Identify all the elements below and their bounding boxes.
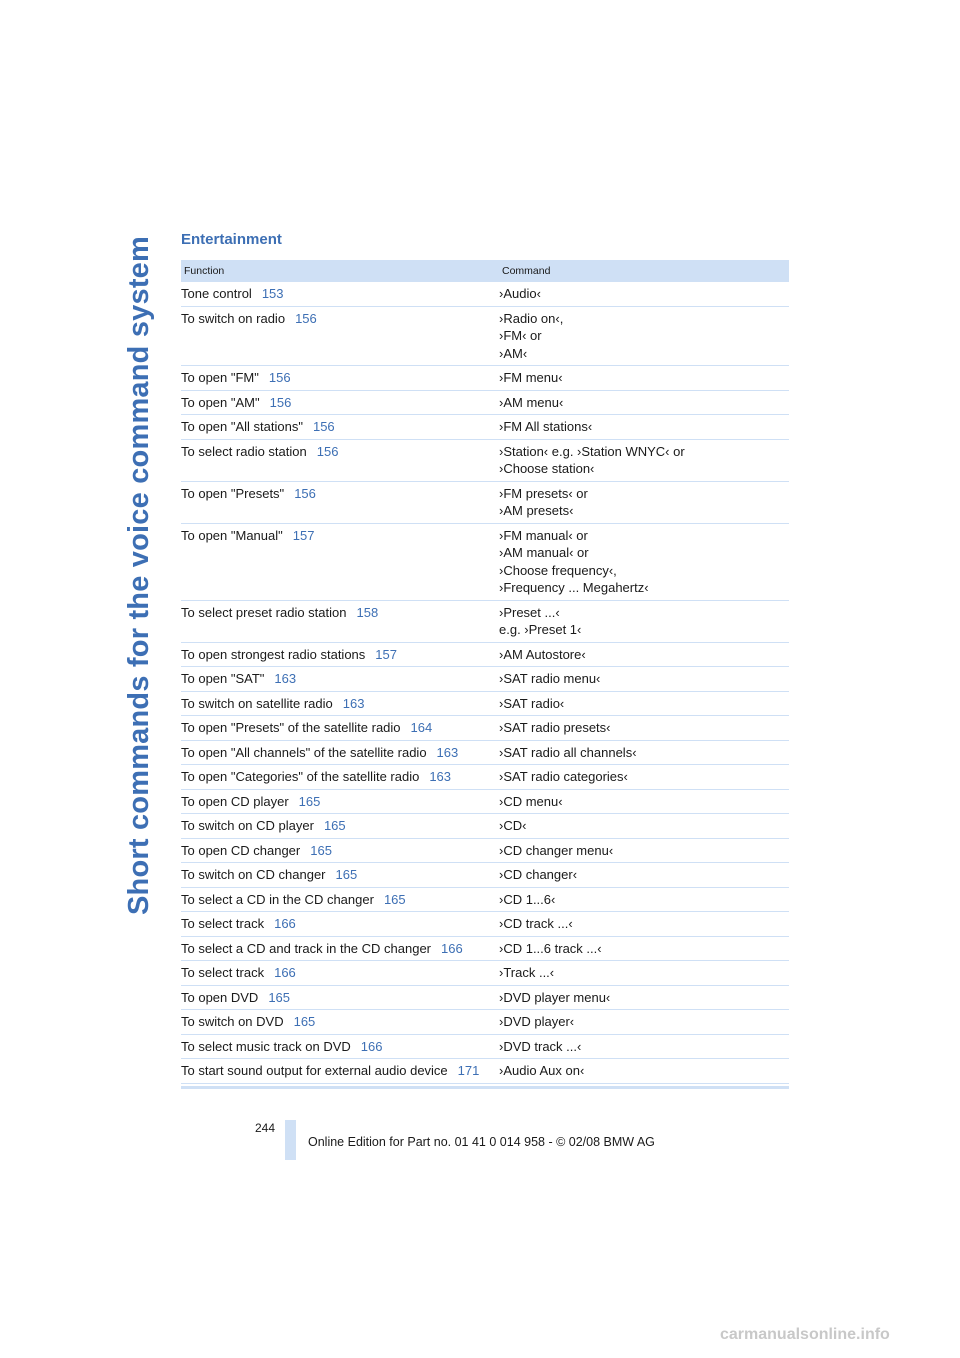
page-reference-link[interactable]: 158 bbox=[356, 604, 379, 620]
page-reference-link[interactable]: 153 bbox=[261, 286, 284, 301]
command-text: ›Choose frequency‹, bbox=[499, 562, 617, 578]
table-row bbox=[181, 307, 789, 367]
page-reference-link[interactable]: 156 bbox=[294, 485, 316, 501]
function-text: To open strongest radio stations bbox=[181, 646, 366, 662]
page-reference-link[interactable]: 164 bbox=[410, 720, 433, 735]
table-row bbox=[181, 482, 789, 524]
table-body bbox=[181, 282, 789, 1084]
page-reference-link[interactable]: 156 bbox=[312, 419, 335, 434]
command-text: ›SAT radio presets‹ bbox=[499, 720, 611, 735]
function-cell bbox=[181, 310, 499, 363]
table-row bbox=[181, 765, 789, 790]
table-row bbox=[181, 601, 789, 643]
function-cell bbox=[181, 891, 499, 909]
function-text: To select radio station bbox=[181, 443, 307, 459]
function-text: To select track bbox=[181, 916, 265, 931]
footer-accent-bar bbox=[285, 1120, 296, 1160]
command-text: ›DVD player menu‹ bbox=[499, 989, 611, 1005]
function-text: To open DVD bbox=[181, 989, 259, 1005]
table-row bbox=[181, 440, 789, 482]
function-text: To switch on DVD bbox=[181, 1014, 284, 1029]
command-cell bbox=[499, 866, 789, 884]
function-cell bbox=[181, 285, 499, 303]
page-reference-link[interactable]: 171 bbox=[457, 1063, 480, 1078]
page-reference-link[interactable]: 163 bbox=[342, 695, 365, 711]
command-cell bbox=[499, 485, 789, 520]
command-text: ›SAT radio‹ bbox=[499, 695, 565, 711]
function-cell bbox=[181, 915, 499, 933]
table-row bbox=[181, 741, 789, 766]
table-row bbox=[181, 366, 789, 391]
watermark: carmanualsonline.info bbox=[720, 1326, 890, 1343]
function-cell bbox=[181, 604, 499, 639]
function-cell bbox=[181, 418, 499, 436]
command-text: ›SAT radio categories‹ bbox=[499, 769, 628, 784]
table-row bbox=[181, 839, 789, 864]
command-text: ›AM presets‹ bbox=[499, 503, 574, 518]
section-title: Entertainment bbox=[181, 231, 282, 248]
table-row bbox=[181, 1035, 789, 1060]
function-text: To open CD player bbox=[181, 793, 289, 809]
command-cell bbox=[499, 719, 789, 737]
function-text: To open "Categories" of the satellite radio bbox=[181, 769, 420, 784]
command-cell bbox=[499, 1038, 789, 1056]
function-cell bbox=[181, 768, 499, 786]
command-cell bbox=[499, 695, 789, 713]
page-reference-link[interactable]: 166 bbox=[274, 965, 296, 980]
chapter-side-title bbox=[117, 230, 161, 920]
command-text: ›AM Autostore‹ bbox=[499, 646, 586, 662]
command-cell bbox=[499, 646, 789, 664]
table-row bbox=[181, 814, 789, 839]
table-bottom-rule bbox=[181, 1086, 789, 1089]
function-text: To open "Presets" bbox=[181, 485, 285, 501]
table-row bbox=[181, 961, 789, 986]
page-reference-link[interactable]: 165 bbox=[335, 867, 358, 882]
command-cell bbox=[499, 744, 789, 762]
command-text: ›DVD player‹ bbox=[499, 1014, 575, 1029]
function-text: To switch on satellite radio bbox=[181, 695, 333, 711]
command-cell bbox=[499, 891, 789, 909]
table-row bbox=[181, 716, 789, 741]
table-row bbox=[181, 667, 789, 692]
function-text: Tone control bbox=[181, 286, 252, 301]
command-cell bbox=[499, 285, 789, 303]
command-cell bbox=[499, 940, 789, 958]
function-cell bbox=[181, 1038, 499, 1056]
command-cell bbox=[499, 915, 789, 933]
function-cell bbox=[181, 866, 499, 884]
function-text: To select a CD and track in the CD changer bbox=[181, 940, 432, 956]
command-text: ›AM menu‹ bbox=[499, 394, 564, 410]
function-text: To open "Manual" bbox=[181, 527, 283, 543]
command-cell bbox=[499, 989, 789, 1007]
function-text: To select music track on DVD bbox=[181, 1038, 351, 1054]
function-text: To open "All channels" of the satellite radio bbox=[181, 744, 427, 760]
function-cell bbox=[181, 940, 499, 958]
table-row bbox=[181, 524, 789, 601]
command-text: ›Station‹ e.g. ›Station WNYC‹ or bbox=[499, 443, 685, 459]
command-text: ›AM manual‹ or bbox=[499, 545, 589, 560]
command-text: ›SAT radio all channels‹ bbox=[499, 744, 637, 760]
page-reference-link[interactable]: 163 bbox=[429, 769, 452, 784]
table-row bbox=[181, 863, 789, 888]
function-text: To select track bbox=[181, 965, 265, 980]
table-row bbox=[181, 1010, 789, 1035]
page-reference-link[interactable]: 165 bbox=[310, 842, 332, 858]
page-reference-link[interactable]: 163 bbox=[436, 744, 459, 760]
command-text: ›FM All stations‹ bbox=[499, 419, 593, 434]
command-text: ›DVD track ...‹ bbox=[499, 1038, 582, 1054]
command-cell bbox=[499, 670, 789, 688]
command-text: ›Frequency ... Megahertz‹ bbox=[499, 580, 649, 595]
function-cell bbox=[181, 817, 499, 835]
command-cell bbox=[499, 604, 789, 639]
function-text: To open "SAT" bbox=[181, 671, 265, 686]
command-cell bbox=[499, 1013, 789, 1031]
page-reference-link[interactable]: 165 bbox=[383, 891, 406, 907]
command-text: ›Radio on‹, bbox=[499, 310, 564, 326]
command-text: ›FM manual‹ or bbox=[499, 527, 588, 543]
command-text: ›Audio Aux on‹ bbox=[499, 1063, 585, 1078]
command-text: ›CD‹ bbox=[499, 818, 527, 833]
function-text: To open "All stations" bbox=[181, 419, 303, 434]
page-reference-link[interactable]: 165 bbox=[298, 793, 321, 809]
function-cell bbox=[181, 964, 499, 982]
command-text: ›FM menu‹ bbox=[499, 370, 563, 385]
function-cell bbox=[181, 793, 499, 811]
command-text: ›CD 1...6‹ bbox=[499, 891, 556, 907]
table-row bbox=[181, 1059, 789, 1084]
page-reference-link[interactable]: 165 bbox=[293, 1014, 316, 1029]
function-text: To open "AM" bbox=[181, 394, 260, 410]
table-row bbox=[181, 391, 789, 416]
function-cell bbox=[181, 989, 499, 1007]
function-text: To open "Presets" of the satellite radio bbox=[181, 720, 401, 735]
function-text: To start sound output for external audio device bbox=[181, 1063, 448, 1078]
command-text: ›CD changer menu‹ bbox=[499, 842, 614, 858]
page-number: 244 bbox=[255, 1121, 276, 1135]
command-text: ›Track ...‹ bbox=[499, 965, 555, 980]
function-text: To open "FM" bbox=[181, 370, 259, 385]
command-cell bbox=[499, 1062, 789, 1080]
function-cell bbox=[181, 1062, 499, 1080]
function-cell bbox=[181, 719, 499, 737]
command-cell bbox=[499, 793, 789, 811]
page-reference-link[interactable]: 165 bbox=[268, 989, 291, 1005]
command-text: ›CD 1...6 track ...‹ bbox=[499, 940, 602, 956]
command-cell bbox=[499, 842, 789, 860]
command-cell bbox=[499, 964, 789, 982]
command-cell bbox=[499, 310, 789, 363]
chapter-side-title-text: Short commands for the voice command system bbox=[122, 235, 155, 915]
function-cell bbox=[181, 842, 499, 860]
command-text: ›CD menu‹ bbox=[499, 793, 563, 809]
function-text: To open CD changer bbox=[181, 842, 301, 858]
function-cell bbox=[181, 485, 499, 520]
table-row bbox=[181, 986, 789, 1011]
command-cell bbox=[499, 527, 789, 597]
table-row bbox=[181, 282, 789, 307]
page-reference-link[interactable]: 165 bbox=[323, 818, 346, 833]
function-cell bbox=[181, 670, 499, 688]
page-reference-link[interactable]: 163 bbox=[274, 671, 297, 686]
page-reference-link[interactable]: 156 bbox=[269, 394, 292, 410]
page-reference-link[interactable]: 157 bbox=[292, 527, 315, 543]
function-text: To switch on radio bbox=[181, 310, 286, 326]
function-cell bbox=[181, 744, 499, 762]
command-text: e.g. ›Preset 1‹ bbox=[499, 622, 582, 637]
command-cell bbox=[499, 817, 789, 835]
page-reference-link[interactable]: 166 bbox=[274, 916, 296, 931]
table-row bbox=[181, 643, 789, 668]
command-cell bbox=[499, 418, 789, 436]
page-reference-link[interactable]: 156 bbox=[295, 310, 317, 326]
header-function: Function bbox=[184, 265, 225, 277]
table-row bbox=[181, 912, 789, 937]
header-command: Command bbox=[502, 265, 551, 277]
command-cell bbox=[499, 369, 789, 387]
function-cell bbox=[181, 369, 499, 387]
command-cell bbox=[499, 768, 789, 786]
table-row bbox=[181, 937, 789, 962]
function-cell bbox=[181, 646, 499, 664]
page-reference-link[interactable]: 166 bbox=[360, 1038, 383, 1054]
command-text: ›Audio‹ bbox=[499, 286, 541, 301]
table-row bbox=[181, 692, 789, 717]
command-text: ›SAT radio menu‹ bbox=[499, 671, 601, 686]
command-text: ›FM‹ or bbox=[499, 328, 542, 343]
function-cell bbox=[181, 443, 499, 478]
table-header bbox=[181, 260, 789, 282]
footer-edition-text: Online Edition for Part no. 01 41 0 014 958 - © 02/08 BMW AG bbox=[308, 1135, 655, 1149]
command-cell bbox=[499, 443, 789, 478]
page-reference-link[interactable]: 156 bbox=[316, 443, 339, 459]
table-row bbox=[181, 790, 789, 815]
command-text: ›FM presets‹ or bbox=[499, 485, 588, 501]
command-text: ›AM‹ bbox=[499, 345, 528, 361]
function-text: To switch on CD changer bbox=[181, 867, 326, 882]
page-reference-link[interactable]: 157 bbox=[375, 646, 397, 662]
command-text: ›Preset ...‹ bbox=[499, 604, 560, 620]
command-text: ›Choose station‹ bbox=[499, 461, 595, 476]
command-text: ›CD changer‹ bbox=[499, 867, 578, 882]
command-table bbox=[181, 260, 789, 1089]
command-cell bbox=[499, 394, 789, 412]
command-text: ›CD track ...‹ bbox=[499, 916, 573, 931]
function-cell bbox=[181, 695, 499, 713]
function-text: To select preset radio station bbox=[181, 604, 347, 620]
function-text: To switch on CD player bbox=[181, 818, 314, 833]
page-reference-link[interactable]: 156 bbox=[268, 370, 291, 385]
table-row bbox=[181, 415, 789, 440]
page-reference-link[interactable]: 166 bbox=[441, 940, 463, 956]
function-cell bbox=[181, 394, 499, 412]
function-text: To select a CD in the CD changer bbox=[181, 891, 374, 907]
function-cell bbox=[181, 527, 499, 597]
table-row bbox=[181, 888, 789, 913]
function-cell bbox=[181, 1013, 499, 1031]
